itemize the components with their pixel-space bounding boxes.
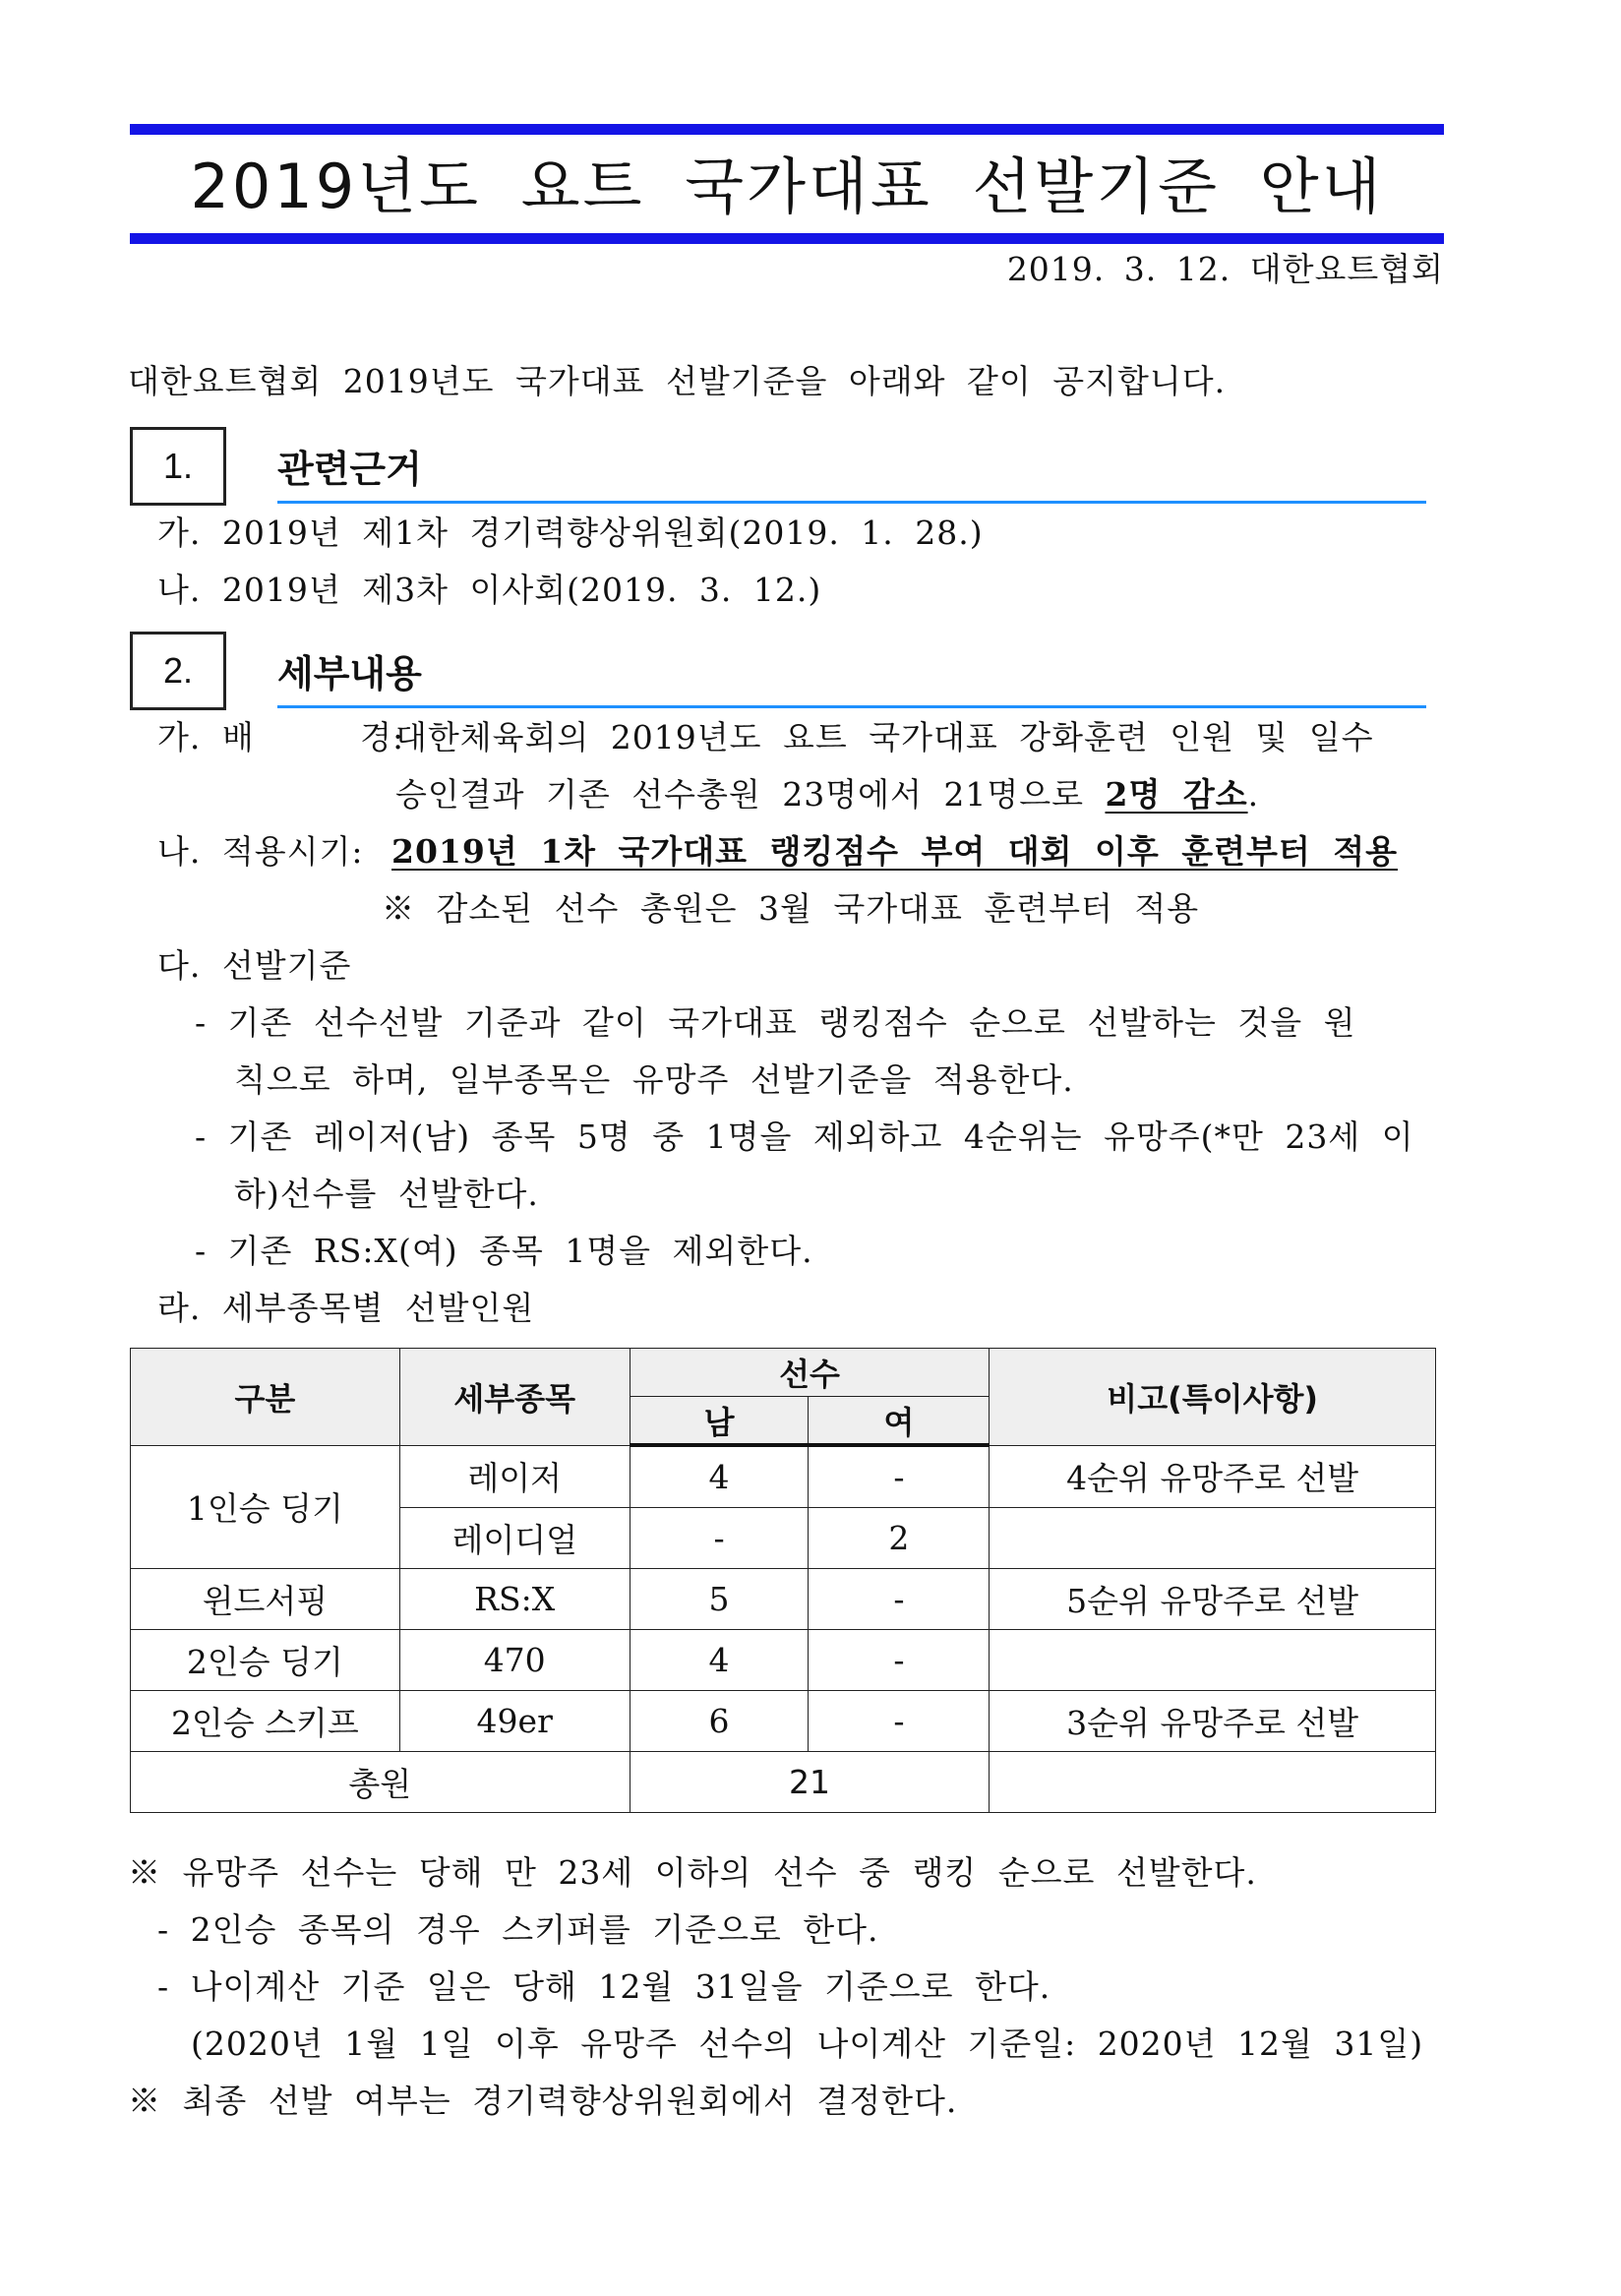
cell-remarks: 3순위 유망주로 선발 (990, 1691, 1436, 1752)
cell-male: 6 (630, 1691, 809, 1752)
date-organization: 2019. 3. 12. 대한요트협회 (1006, 250, 1444, 288)
background-line-2-pre: 승인결과 기존 선수총원 23명에서 21명으로 (395, 775, 1106, 814)
section1-item-2: 나. 2019년 제3차 이사회(2019. 3. 12.) (157, 571, 822, 609)
cell-category: 2인승 스키프 (131, 1691, 400, 1752)
cell-female: 2 (809, 1508, 990, 1569)
note-1-sub-b: - 나이계산 기준 일은 당해 12월 31일을 기준으로 한다. (157, 1967, 1051, 2006)
table-header-row (131, 1349, 1436, 1397)
section1-underline (277, 501, 1426, 504)
cell-male: 4 (630, 1630, 809, 1691)
table-row (131, 1445, 1436, 1508)
cell-category: 1인승 딩기 (131, 1445, 400, 1569)
header-athletes: 선수 (630, 1349, 990, 1397)
total-label: 총원 (131, 1752, 630, 1813)
cell-remarks (990, 1508, 1436, 1569)
title-bottom-bar (130, 233, 1444, 244)
background-line-1: 대한체육회의 2019년도 요트 국가대표 강화훈련 인원 및 일수 (395, 718, 1374, 756)
reduction-emphasis: 2명 감소 (1105, 775, 1248, 814)
cell-female: - (809, 1691, 990, 1752)
cell-male: 4 (630, 1445, 809, 1508)
note-1-sub-a: - 2인승 종목의 경우 스키퍼를 기준으로 한다. (157, 1910, 879, 1949)
background-label: 가. 배 경: (157, 718, 405, 756)
cell-remarks (990, 1630, 1436, 1691)
header-male: 남 (630, 1397, 809, 1446)
cell-category: 2인승 딩기 (131, 1630, 400, 1691)
cell-remarks: 4순위 유망주로 선발 (990, 1445, 1436, 1508)
cell-event: 49er (399, 1691, 630, 1752)
table-row (131, 1630, 1436, 1691)
selection-table (130, 1348, 1436, 1813)
criteria-label: 다. 선발기준 (157, 946, 352, 985)
title-top-bar (130, 124, 1444, 135)
cell-male: - (630, 1508, 809, 1569)
section2-number-box (130, 632, 226, 710)
cell-female: - (809, 1630, 990, 1691)
note-2: ※ 최종 선발 여부는 경기력향상위원회에서 결정한다. (128, 2082, 958, 2120)
section2-underline (277, 705, 1426, 708)
criteria-bullet-2-line-1: - 기존 레이저(남) 종목 5명 중 1명을 제외하고 4순위는 유망주(*만 23세 이 (195, 1118, 1414, 1156)
table-label: 라. 세부종목별 선발인원 (157, 1289, 535, 1327)
section2-title: 세부내용 (277, 652, 422, 695)
header-remarks: 비고(특이사항) (990, 1349, 1436, 1446)
section1-number: 1. (162, 446, 194, 486)
cell-male: 5 (630, 1569, 809, 1630)
total-remarks (990, 1752, 1436, 1813)
timing-label: 나. 적용시기: (157, 832, 364, 871)
cell-event: 레이저 (399, 1445, 630, 1508)
criteria-bullet-1-line-2: 칙으로 하며, 일부종목은 유망주 선발기준을 적용한다. (234, 1060, 1074, 1099)
cell-female: - (809, 1569, 990, 1630)
header-female: 여 (809, 1397, 990, 1446)
section1-title: 관련근거 (277, 448, 422, 491)
note-1-sub-c: (2020년 1월 1일 이후 유망주 선수의 나이계산 기준일: 2020년 12월 31일) (191, 2024, 1424, 2063)
document-title: 2019년도 요트 국가대표 선발기준 안내 (190, 151, 1384, 222)
note-1: ※ 유망주 선수는 당해 만 23세 이하의 선수 중 랭킹 순으로 선발한다. (128, 1853, 1257, 1892)
cell-female: - (809, 1445, 990, 1508)
total-value: 21 (630, 1752, 990, 1813)
header-event: 세부종목 (399, 1349, 630, 1446)
criteria-bullet-1-line-1: - 기존 선수선발 기준과 같이 국가대표 랭킹점수 순으로 선발하는 것을 원 (195, 1003, 1356, 1042)
background-line-2-post: . (1247, 775, 1260, 814)
table-row (131, 1691, 1436, 1752)
cell-event: RS:X (399, 1569, 630, 1630)
criteria-bullet-3: - 기존 RS:X(여) 종목 1명을 제외한다. (195, 1232, 813, 1270)
header-category: 구분 (131, 1349, 400, 1446)
cell-event: 470 (399, 1630, 630, 1691)
criteria-bullet-2-line-2: 하)선수를 선발한다. (234, 1175, 539, 1213)
cell-event: 레이디얼 (399, 1508, 630, 1569)
timing-note: ※ 감소된 선수 총원은 3월 국가대표 훈련부터 적용 (382, 889, 1200, 928)
section2-number: 2. (162, 650, 194, 691)
intro-text: 대한요트협회 2019년도 국가대표 선발기준을 아래와 같이 공지합니다. (128, 362, 1227, 400)
timing-text: 2019년 1차 국가대표 랭킹점수 부여 대회 이후 훈련부터 적용 (391, 832, 1399, 871)
table-total-row (131, 1752, 1436, 1813)
background-line-2 (395, 769, 1259, 816)
cell-category: 윈드서핑 (131, 1569, 400, 1630)
section1-item-1: 가. 2019년 제1차 경기력향상위원회(2019. 1. 28.) (157, 514, 984, 552)
section1-number-box (130, 427, 226, 506)
table-row (131, 1569, 1436, 1630)
cell-remarks: 5순위 유망주로 선발 (990, 1569, 1436, 1630)
